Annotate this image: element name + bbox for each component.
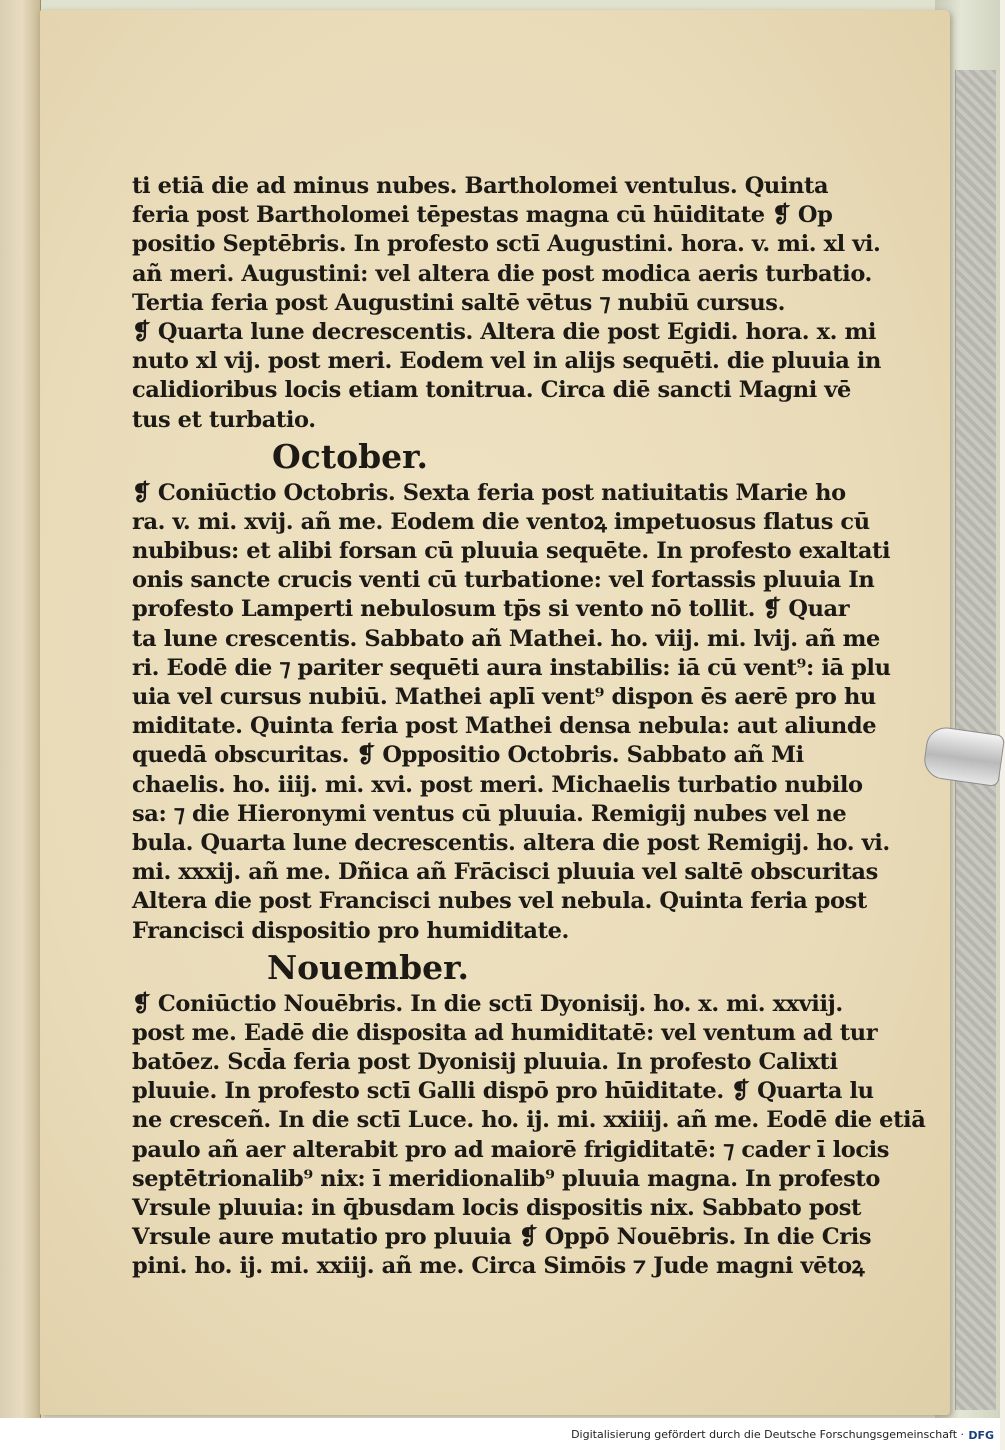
text-line: Francisci dispositio pro humiditate. (132, 917, 569, 944)
text-line: chaelis. ho. iiij. mi. xvi. post meri. Michaelis turbatio nubilo (132, 771, 863, 798)
text-line: ne cresceñ. In die sctī Luce. ho. ij. mi. xxiiij. añ me. Eodē die etiā (132, 1107, 926, 1134)
text-line: Altera die post Francisci nubes vel nebula. Quinta feria post (132, 888, 867, 915)
text-line: paulo añ aer alterabit pro ad maiorē frigiditatē: ⁊ cader ī locis (132, 1136, 890, 1163)
text-line: post me. Eadē die disposita ad humiditatē: vel ventum ad tur (132, 1019, 878, 1046)
text-line: ❡ Coniūctio Octobris. Sexta feria post natiuitatis Marie ho (132, 479, 846, 506)
text-line: onis sancte crucis venti cū turbatione: vel fortassis pluuia In (132, 567, 875, 594)
text-line: pluuie. In profesto sctī Galli dispō pro hūiditate. ❡ Quarta lu (132, 1078, 874, 1105)
text-line: nubibus: et alibi forsan cū pluuia sequēte. In profesto exaltati (132, 538, 891, 565)
text-line: mi. xxxij. añ me. Dñica añ Frācisci pluuia vel saltē obscuritas (132, 859, 878, 886)
footer-credit: Digitalisierung gefördert durch die Deutsche Forschungsgemeinschaft · (571, 1428, 964, 1441)
text-line: calidioribus locis etiam tonitrua. Circa diē sancti Magni vē (132, 377, 851, 404)
left-page-edge (0, 0, 41, 1418)
text-line: Vrsule aure mutatio pro pluuia ❡ Oppō Nouēbris. In die Cris (132, 1224, 872, 1251)
text-line: feria post Bartholomei tēpestas magna cū hūiditate ❡ Op (132, 202, 833, 229)
text-line: miditate. Quinta feria post Mathei densa nebula: aut aliunde (132, 713, 877, 740)
text-line: bula. Quarta lune decrescentis. altera die post Remigij. ho. vi. (132, 829, 890, 856)
text-line: pini. ho. ij. mi. xxiij. añ me. Circa Simōis ⁊ Jude magni vētoꝝ (132, 1253, 865, 1280)
text-line: añ meri. Augustini: vel altera die post modica aeris turbatio. (132, 260, 872, 287)
heading-november: Nouember. (267, 947, 469, 987)
text-line: ❡ Coniūctio Nouēbris. In die sctī Dyonisij. ho. x. mi. xxviij. (132, 990, 843, 1017)
text-line: uia vel cursus nubiū. Mathei aplī vent⁹ dispon ēs aerē pro hu (132, 684, 876, 710)
heading-october: October. (272, 436, 429, 476)
text-line: ❡ Quarta lune decrescentis. Altera die post Egidi. hora. x. mi (132, 318, 877, 345)
text-line: Vrsule pluuia: in q̄busdam locis dispositis nix. Sabbato post (132, 1195, 862, 1221)
text-line: ti etiā die ad minus nubes. Bartholomei ventulus. Quinta (132, 173, 829, 199)
text-line: nuto xl vij. post meri. Eodem vel in alijs sequēti. die pluuia in (132, 348, 881, 375)
text-line: Tertia feria post Augustini saltē vētus ⁊ nubiū cursus. (132, 289, 786, 316)
text-line: quedā obscuritas. ❡ Oppositio Octobris. Sabbato añ Mi (132, 742, 804, 769)
footer-bar (0, 1418, 1000, 1450)
text-line: sa: ⁊ die Hieronymi ventus cū pluuia. Remigij nubes vel ne (132, 800, 847, 827)
text-line: septētrionalib⁹ nix: ī meridionalib⁹ pluuia magna. In profesto (132, 1165, 881, 1192)
page-text (132, 172, 926, 1282)
text-line: ta lune crescentis. Sabbato añ Mathei. ho. viij. mi. lvij. añ me (132, 625, 880, 652)
text-line: profesto Lamperti nebulosum tp̄s si vento nō tollit. ❡ Quar (132, 596, 850, 623)
text-line: ri. Eodē die ⁊ pariter sequēti aura instabilis: iā cū vent⁹: iā plu (132, 654, 891, 681)
text-line: batōez. Scd̄a feria post Dyonisij pluuia. In profesto Calixti (132, 1049, 838, 1076)
dfg-logo: DFG (968, 1429, 994, 1442)
text-line: tus et turbatio. (132, 406, 316, 433)
text-line: positio Septēbris. In profesto sctī Augustini. hora. v. mi. xl vi. (132, 231, 881, 258)
text-line: ra. v. mi. xvij. añ me. Eodem die ventoꝝ impetuosus flatus cū (132, 508, 870, 535)
